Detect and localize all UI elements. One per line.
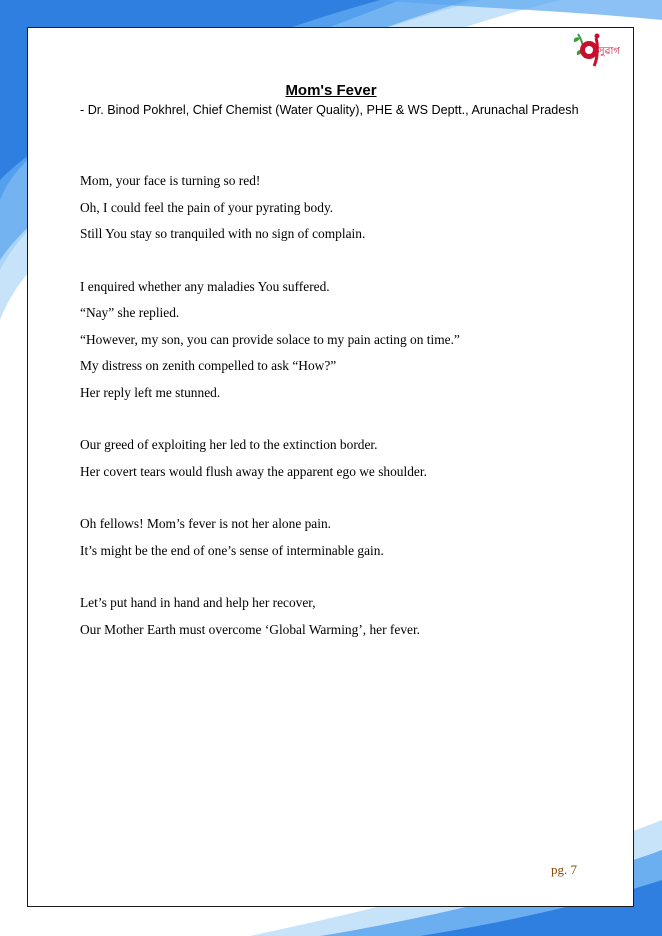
author-line: - Dr. Binod Pokhrel, Chief Chemist (Water Quality), PHE & WS Deptt., Arunachal Pradesh <box>80 103 579 117</box>
poem-line: I enquired whether any maladies You suffered. <box>80 278 330 294</box>
poem-line: Oh, I could feel the pain of your pyrating body. <box>80 199 334 215</box>
poem-line: Let’s put hand in hand and help her recover, <box>80 595 316 610</box>
stanza-2 <box>80 278 600 411</box>
poem-line: Her reply left me stunned. <box>80 384 221 400</box>
poem-line: “However, my son, you can provide solace to my pain acting on time.” <box>80 331 460 347</box>
poem-line: My distress on zenith compelled to ask “How?” <box>80 358 337 373</box>
poem-line: Mom, your face is turning so red! <box>80 173 261 188</box>
poem-line: Our greed of exploiting her led to the extinction border. <box>80 437 378 452</box>
poem-line: Still You stay so tranquiled with no sign of complain. <box>80 226 366 241</box>
poem-line: Her covert tears would flush away the apparent ego we shoulder. <box>80 463 427 479</box>
poem-body <box>80 172 600 673</box>
article-title: Mom's Fever <box>285 82 377 99</box>
poem-line: “Nay” she replied. <box>80 305 180 320</box>
stanza-4 <box>80 515 600 568</box>
poem-line: Our Mother Earth must overcome ‘Global Warming’, her fever. <box>80 621 421 637</box>
page-number: pg. 7 <box>551 862 577 877</box>
stanza-5 <box>80 594 600 647</box>
logo-text: সুৱাগ <box>598 46 620 57</box>
poem-line: Oh fellows! Mom’s fever is not her alone pain. <box>80 516 332 531</box>
stanza-1 <box>80 172 600 252</box>
poem-line: It’s might be the end of one’s sense of interminable gain. <box>80 542 384 558</box>
stanza-3 <box>80 436 600 489</box>
